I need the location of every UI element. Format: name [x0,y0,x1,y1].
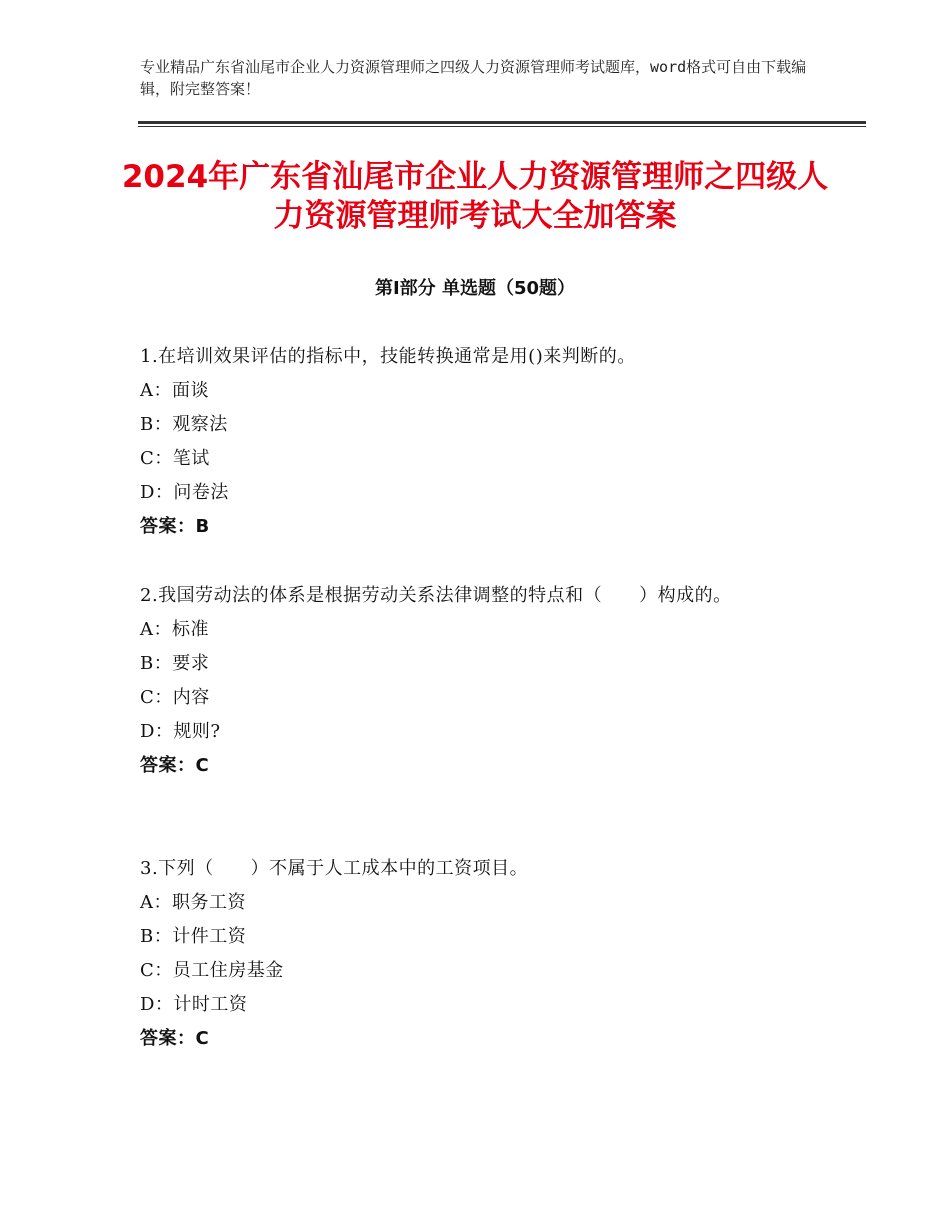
option-b: B：要求 [140,653,210,674]
option-c: C：笔试 [140,448,210,469]
option-a: A：面谈 [140,380,209,401]
question-3 [140,852,800,1056]
option-d: D：计时工资 [140,994,248,1015]
answer-label: 答案：B [140,516,210,537]
answer-label: 答案：C [140,1028,210,1049]
header-divider-thick [138,121,866,124]
answer-label: 答案：C [140,755,210,776]
header-note: 专业精品广东省汕尾市企业人力资源管理师之四级人力资源管理师考试题库，word格式可自由下载编辑，附完整答案！ [140,58,807,98]
question-1 [140,340,800,544]
option-c: C：内容 [140,687,210,708]
document-title: 2024年广东省汕尾市企业人力资源管理师之四级人力资源管理师考试大全加答案 [121,159,829,234]
question-2 [140,579,800,783]
header-divider-thin [138,126,866,127]
question-stem: 2.我国劳动法的体系是根据劳动关系法律调整的特点和（ ）构成的。 [140,585,732,606]
question-stem: 1.在培训效果评估的指标中，技能转换通常是用()来判断的。 [140,346,636,367]
option-c: C：员工住房基金 [140,960,284,981]
section-title: 第Ⅰ部分 单选题（50题） [374,278,575,299]
option-d: D：规则? [140,721,221,742]
option-b: B：计件工资 [140,926,247,947]
question-stem: 3.下列（ ）不属于人工成本中的工资项目。 [140,858,529,879]
option-b: B：观察法 [140,414,228,435]
option-a: A：职务工资 [140,892,246,913]
option-a: A：标准 [140,619,209,640]
option-d: D：问卷法 [140,482,229,503]
